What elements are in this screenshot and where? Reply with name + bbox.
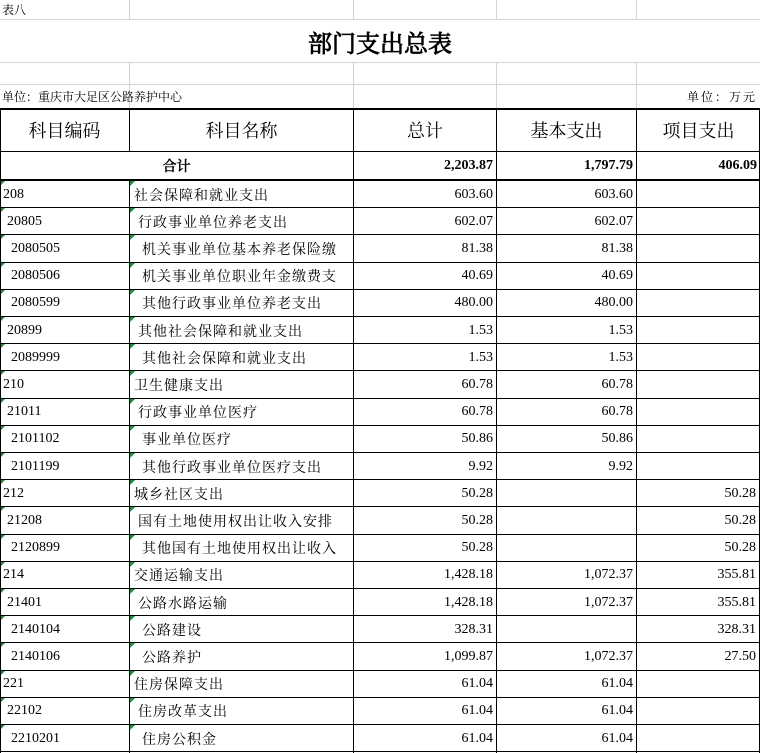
cell-name: 城乡社区支出 bbox=[134, 486, 224, 503]
cell-code: 2080505 bbox=[11, 240, 60, 256]
cell-name: 公路养护 bbox=[142, 649, 202, 666]
cell-total: 61.04 bbox=[461, 676, 493, 692]
table-row bbox=[0, 235, 760, 262]
cell-code: 2140106 bbox=[11, 648, 60, 664]
table-row bbox=[0, 589, 760, 616]
unit-organization: 单位：重庆市大足区公路养护中心 bbox=[2, 90, 183, 104]
cell-total: 50.28 bbox=[461, 512, 493, 528]
cell-total: 61.04 bbox=[461, 703, 493, 719]
sheet-label: 表八 bbox=[2, 3, 27, 17]
table-row bbox=[0, 317, 760, 344]
table-header bbox=[0, 108, 760, 151]
cell-code: 212 bbox=[3, 485, 24, 501]
cell-basic: 61.04 bbox=[601, 730, 633, 746]
table-row bbox=[0, 426, 760, 453]
cell-code: 214 bbox=[3, 567, 24, 583]
cell-project bbox=[637, 344, 759, 371]
cell-project bbox=[637, 671, 759, 698]
total-label: 合计 bbox=[162, 158, 191, 175]
cell-code: 20899 bbox=[7, 322, 42, 338]
cell-basic: 61.04 bbox=[601, 703, 633, 719]
cell-total: 60.78 bbox=[461, 404, 493, 420]
cell-code: 2101199 bbox=[11, 458, 60, 474]
cell-project: 50.28 bbox=[724, 512, 756, 528]
cell-project bbox=[637, 263, 759, 290]
header-name: 科目名称 bbox=[205, 120, 278, 142]
cell-total: 1,428.18 bbox=[444, 567, 493, 583]
cell-project bbox=[637, 698, 759, 725]
cell-name: 交通运输支出 bbox=[134, 568, 224, 585]
row-divider bbox=[0, 751, 760, 752]
cell-project: 27.50 bbox=[724, 648, 756, 664]
cell-project bbox=[637, 453, 759, 480]
total-basic: 1,797.79 bbox=[584, 157, 633, 173]
cell-code: 2089999 bbox=[11, 349, 60, 365]
cell-basic: 61.04 bbox=[601, 676, 633, 692]
unit-currency: 单位：万元 bbox=[686, 90, 757, 104]
cell-code: 2101102 bbox=[11, 431, 60, 447]
cell-basic: 60.78 bbox=[601, 376, 633, 392]
cell-project bbox=[637, 399, 759, 426]
cell-code: 2080506 bbox=[11, 268, 60, 284]
cell-name: 行政事业单位养老支出 bbox=[138, 214, 288, 231]
cell-name: 住房保障支出 bbox=[134, 677, 224, 694]
cell-name: 行政事业单位医疗 bbox=[138, 405, 258, 422]
cell-name: 国有土地使用权出让收入安排 bbox=[138, 513, 333, 530]
cell-code: 21208 bbox=[7, 512, 42, 528]
cell-name: 卫生健康支出 bbox=[134, 377, 224, 394]
table-row bbox=[0, 535, 760, 562]
table-row bbox=[0, 263, 760, 290]
table-row bbox=[0, 562, 760, 589]
cell-code: 210 bbox=[3, 376, 24, 392]
cell-total: 1.53 bbox=[468, 349, 493, 365]
cell-name: 机关事业单位基本养老保险缴 bbox=[142, 241, 337, 258]
cell-name: 其他行政事业单位医疗支出 bbox=[142, 459, 322, 476]
cell-total: 60.78 bbox=[461, 376, 493, 392]
cell-total: 81.38 bbox=[461, 240, 493, 256]
cell-name: 其他国有土地使用权出让收入 bbox=[142, 541, 337, 558]
cell-name: 社会保障和就业支出 bbox=[134, 187, 269, 204]
cell-name: 机关事业单位职业年金缴费支 bbox=[142, 269, 337, 286]
total-total: 2,203.87 bbox=[444, 157, 493, 173]
cell-total: 9.92 bbox=[468, 458, 493, 474]
cell-project bbox=[637, 371, 759, 398]
cell-code: 208 bbox=[3, 186, 24, 202]
cell-total: 50.86 bbox=[461, 431, 493, 447]
cell-basic: 602.07 bbox=[594, 213, 633, 229]
table-row bbox=[0, 290, 760, 317]
cell-total: 602.07 bbox=[454, 213, 493, 229]
total-row bbox=[0, 152, 760, 179]
cell-name: 住房改革支出 bbox=[138, 704, 228, 721]
cell-project: 50.28 bbox=[724, 540, 756, 556]
cell-basic: 1.53 bbox=[608, 322, 633, 338]
header-code: 科目编码 bbox=[28, 120, 101, 142]
total-project: 406.09 bbox=[718, 157, 757, 173]
table-row bbox=[0, 507, 760, 534]
cell-project: 355.81 bbox=[717, 567, 756, 583]
page-title: 部门支出总表 bbox=[308, 29, 452, 58]
cell-name: 事业单位医疗 bbox=[142, 432, 232, 449]
table-row bbox=[0, 643, 760, 670]
cell-basic bbox=[497, 480, 636, 507]
cell-basic bbox=[497, 616, 636, 643]
cell-project bbox=[637, 317, 759, 344]
cell-code: 2080599 bbox=[11, 295, 60, 311]
cell-code: 2120899 bbox=[11, 540, 60, 556]
cell-basic: 1,072.37 bbox=[584, 567, 633, 583]
cell-project: 355.81 bbox=[717, 594, 756, 610]
cell-basic: 1,072.37 bbox=[584, 648, 633, 664]
cell-basic: 40.69 bbox=[601, 268, 633, 284]
cell-name: 公路水路运输 bbox=[138, 595, 228, 612]
header-basic: 基本支出 bbox=[530, 120, 603, 142]
cell-basic: 50.86 bbox=[601, 431, 633, 447]
cell-name: 住房公积金 bbox=[142, 731, 217, 748]
cell-basic: 9.92 bbox=[608, 458, 633, 474]
cell-name: 其他社会保障和就业支出 bbox=[142, 350, 307, 367]
cell-project: 328.31 bbox=[717, 621, 756, 637]
cell-code: 21401 bbox=[7, 594, 42, 610]
cell-total: 50.28 bbox=[461, 540, 493, 556]
cell-project bbox=[637, 290, 759, 317]
table-row bbox=[0, 616, 760, 643]
cell-basic: 480.00 bbox=[594, 295, 633, 311]
cell-basic: 603.60 bbox=[594, 186, 633, 202]
cell-total: 1,099.87 bbox=[444, 648, 493, 664]
cell-code: 20805 bbox=[7, 213, 42, 229]
cell-project bbox=[637, 725, 759, 752]
cell-basic: 1,072.37 bbox=[584, 594, 633, 610]
cell-total: 603.60 bbox=[454, 186, 493, 202]
cell-project bbox=[637, 181, 759, 208]
cell-total: 1.53 bbox=[468, 322, 493, 338]
cell-total: 328.31 bbox=[454, 621, 493, 637]
table-row bbox=[0, 480, 760, 507]
cell-basic: 81.38 bbox=[601, 240, 633, 256]
cell-name: 公路建设 bbox=[142, 622, 202, 639]
table-row bbox=[0, 181, 760, 208]
cell-total: 480.00 bbox=[454, 295, 493, 311]
cell-basic: 60.78 bbox=[601, 404, 633, 420]
cell-total: 61.04 bbox=[461, 730, 493, 746]
table-row bbox=[0, 208, 760, 235]
cell-basic: 1.53 bbox=[608, 349, 633, 365]
cell-code: 21011 bbox=[7, 404, 42, 420]
header-total: 总计 bbox=[407, 120, 443, 142]
cell-project bbox=[637, 235, 759, 262]
cell-basic bbox=[497, 535, 636, 562]
table-row bbox=[0, 671, 760, 698]
table-row bbox=[0, 371, 760, 398]
table-row bbox=[0, 344, 760, 371]
cell-code: 22102 bbox=[7, 703, 42, 719]
header-project: 项目支出 bbox=[662, 120, 735, 142]
table-row bbox=[0, 698, 760, 725]
cell-basic bbox=[497, 507, 636, 534]
cell-code: 221 bbox=[3, 676, 24, 692]
table-row bbox=[0, 725, 760, 752]
cell-code: 2140104 bbox=[11, 621, 60, 637]
table-row bbox=[0, 453, 760, 480]
cell-project bbox=[637, 208, 759, 235]
cell-project bbox=[637, 426, 759, 453]
table-row bbox=[0, 399, 760, 426]
cell-name: 其他行政事业单位养老支出 bbox=[142, 296, 322, 313]
cell-project: 50.28 bbox=[724, 485, 756, 501]
cell-total: 40.69 bbox=[461, 268, 493, 284]
cell-total: 1,428.18 bbox=[444, 594, 493, 610]
cell-total: 50.28 bbox=[461, 485, 493, 501]
cell-code: 2210201 bbox=[11, 730, 60, 746]
cell-name: 其他社会保障和就业支出 bbox=[138, 323, 303, 340]
